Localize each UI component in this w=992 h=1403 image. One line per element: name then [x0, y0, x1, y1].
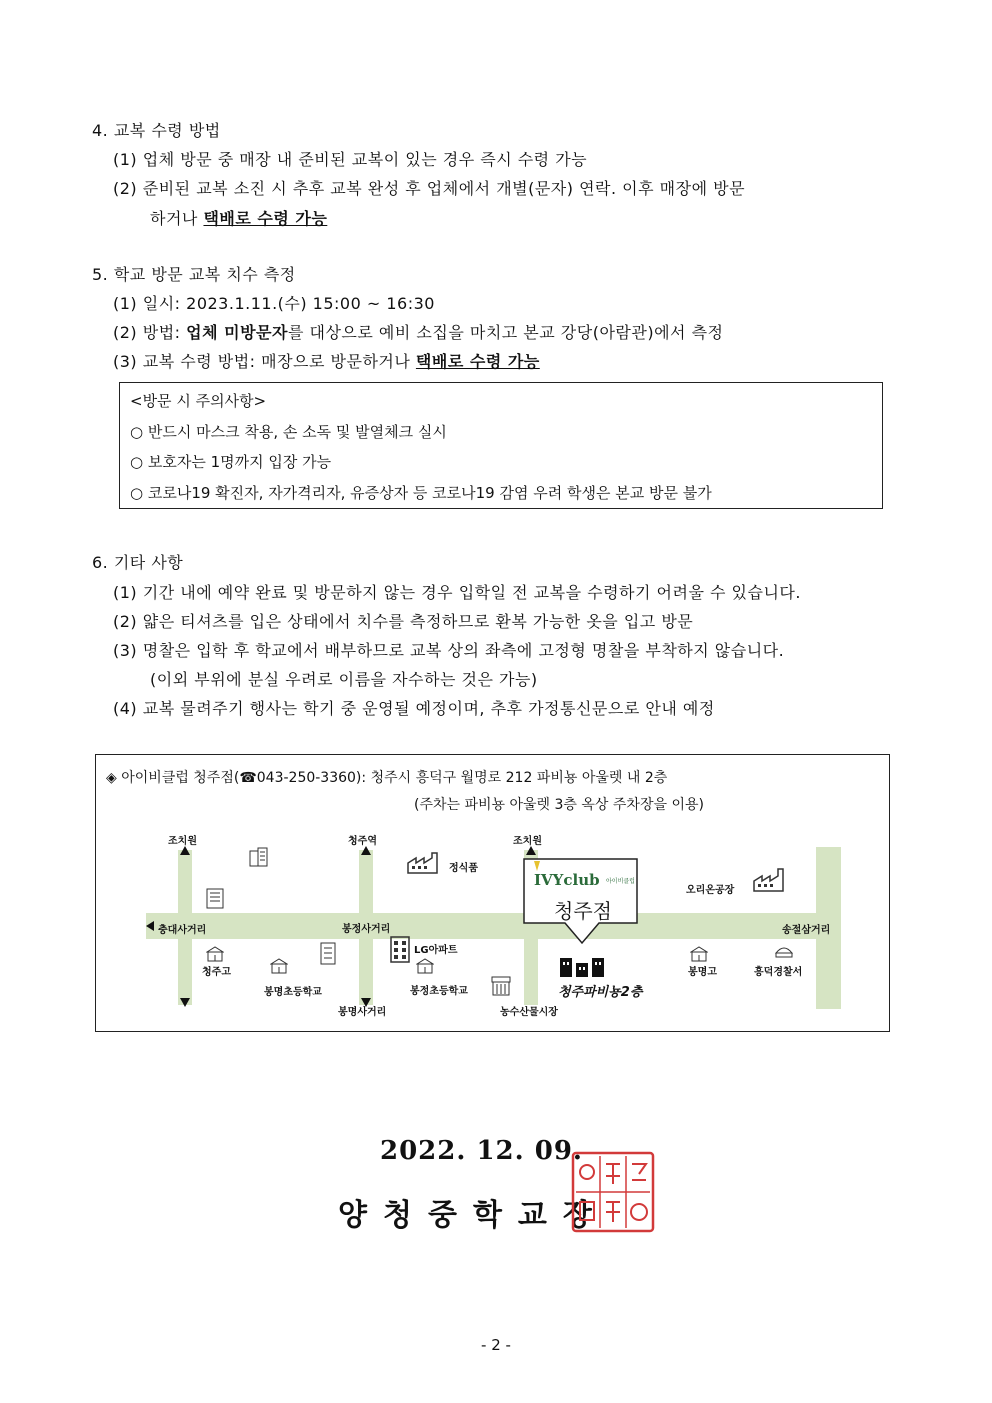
section5-item3 — [113, 349, 540, 372]
section6-item3-line2: (이외 부위에 분실 우려로 이름을 자수하는 것은 가능) — [150, 670, 538, 689]
map-header-parking: (주차는 파비뇽 아울렛 3층 옥상 주차장을 이용) — [414, 797, 704, 813]
label-bongmyeong-high: 봉명고 — [688, 967, 717, 978]
section4-item2-line1: (2) 준비된 교복 소진 시 추후 교복 완성 후 업체에서 개별(문자) 연락. 이후 매장에 방문 — [113, 179, 746, 198]
label-songjeol: 송절삼거리 — [782, 925, 831, 936]
arrow-down-icon — [180, 998, 190, 1007]
label-heungdeok-police: 흥덕경찰서 — [754, 967, 803, 978]
label-bongmyeong-elem: 봉명초등학교 — [264, 987, 322, 998]
label-jungsikpum: 정식품 — [449, 863, 478, 874]
factory-icon — [752, 867, 788, 893]
section4-item1: (1) 업체 방문 중 매장 내 준비된 교복이 있는 경우 즉시 수령 가능 — [113, 150, 588, 169]
label-orion: 오리온공장 — [686, 885, 735, 896]
section6-item1: (1) 기간 내에 예약 완료 및 방문하지 않는 경우 입학일 전 교복을 수령하기 어려울 수 있습니다. — [113, 583, 801, 602]
label-lg-apt: LG아파트 — [414, 945, 458, 956]
school-principal: 양청중학교장 — [338, 1198, 608, 1233]
school-icon — [270, 958, 288, 974]
label-pavignon: 청주파비뇽2층 — [558, 985, 643, 1000]
section6-title: 6. 기타 사항 — [92, 553, 184, 572]
notice-item: ○ 코로나19 확진자, 자가격리자, 유증상자 등 코로나19 감염 우려 학생은 본교 방문 불가 — [130, 484, 712, 502]
label-bongjeong: 봉정사거리 — [342, 924, 391, 935]
section6-item2: (2) 얇은 티셔츠를 입은 상태에서 치수를 측정하므로 환복 가능한 옷을 입고 방문 — [113, 612, 694, 631]
label-jochiwon-east: 조치원 — [513, 836, 542, 847]
notice-box — [119, 382, 883, 509]
section5-title: 5. 학교 방문 교복 치수 측정 — [92, 265, 296, 284]
section4-title: 4. 교복 수령 방법 — [92, 121, 221, 140]
pavignon-building-icon — [558, 955, 606, 979]
arrow-up-icon — [361, 846, 371, 855]
school-icon — [416, 958, 434, 974]
label-chungdae: 충대사거리 — [158, 925, 207, 936]
notice-item: ○ 보호자는 1명까지 입장 가능 — [130, 453, 332, 471]
issue-date: 2022. 12. 09. — [380, 1136, 583, 1166]
page-number: - 2 - — [481, 1336, 511, 1354]
store-name: 청주점 — [554, 899, 612, 923]
police-icon — [774, 943, 794, 959]
notice-item: ○ 반드시 마스크 착용, 손 소독 및 발열체크 실시 — [130, 423, 447, 441]
section6-item4: (4) 교복 물려주기 행사는 학기 중 운영될 예정이며, 추후 가정통신문으로 안내 예정 — [113, 699, 715, 718]
market-icon — [490, 975, 512, 997]
section5-item3-emphasis: 택배로 수령 가능 — [415, 352, 540, 371]
building-icon — [318, 941, 338, 965]
building-icon — [204, 887, 226, 909]
section4-item2-line2 — [150, 206, 327, 229]
section5-item2 — [113, 320, 723, 343]
arrow-up-icon — [526, 846, 536, 855]
store-brand-sub: 아이비클럽 — [606, 878, 635, 885]
arrow-left-icon — [146, 921, 154, 931]
section4-item2-prefix: 하거나 — [150, 209, 204, 228]
school-icon — [690, 946, 708, 962]
store-map-box — [95, 754, 890, 1032]
apartment-icon — [389, 935, 411, 963]
section6-item3-line1: (3) 명찰은 입학 후 학교에서 배부하므로 교복 상의 좌측에 고정형 명찰을 부착하지 않습니다. — [113, 641, 785, 660]
notice-title: <방문 시 주의사항> — [130, 392, 267, 410]
factory-icon — [406, 851, 442, 875]
arrow-up-icon — [180, 846, 190, 855]
section5-item2-suffix: 를 대상으로 예비 소집을 마치고 본교 강당(아람관)에서 측정 — [287, 323, 724, 342]
building-icon — [248, 847, 270, 867]
school-icon — [206, 946, 224, 962]
label-cheongju-high: 청주고 — [202, 967, 231, 978]
official-seal — [570, 1150, 656, 1234]
label-market: 농수산물시장 — [500, 1007, 558, 1018]
section4-delivery-emphasis: 택배로 수령 가능 — [203, 209, 328, 228]
store-brand: IVYclub — [534, 871, 600, 889]
label-cheongju-station: 청주역 — [348, 836, 377, 847]
section5-item2-emphasis: 업체 미방문자 — [186, 323, 288, 342]
section5-item2-prefix: (2) 방법: — [113, 323, 187, 342]
section5-item1: (1) 일시: 2023.1.11.(수) 15:00 ~ 16:30 — [113, 294, 435, 313]
section5-item3-prefix: (3) 교복 수령 방법: 매장으로 방문하거나 — [113, 352, 416, 371]
label-bongmyeong-cross: 봉명사거리 — [338, 1007, 387, 1018]
label-jochiwon-west: 조치원 — [168, 836, 197, 847]
map-header-address: ◈ 아이비클럽 청주점(☎043-250-3360): 청주시 흥덕구 월명로 212 파비뇽 아울렛 내 2층 — [106, 770, 668, 786]
label-bongjeong-elem: 봉정초등학교 — [410, 986, 468, 997]
